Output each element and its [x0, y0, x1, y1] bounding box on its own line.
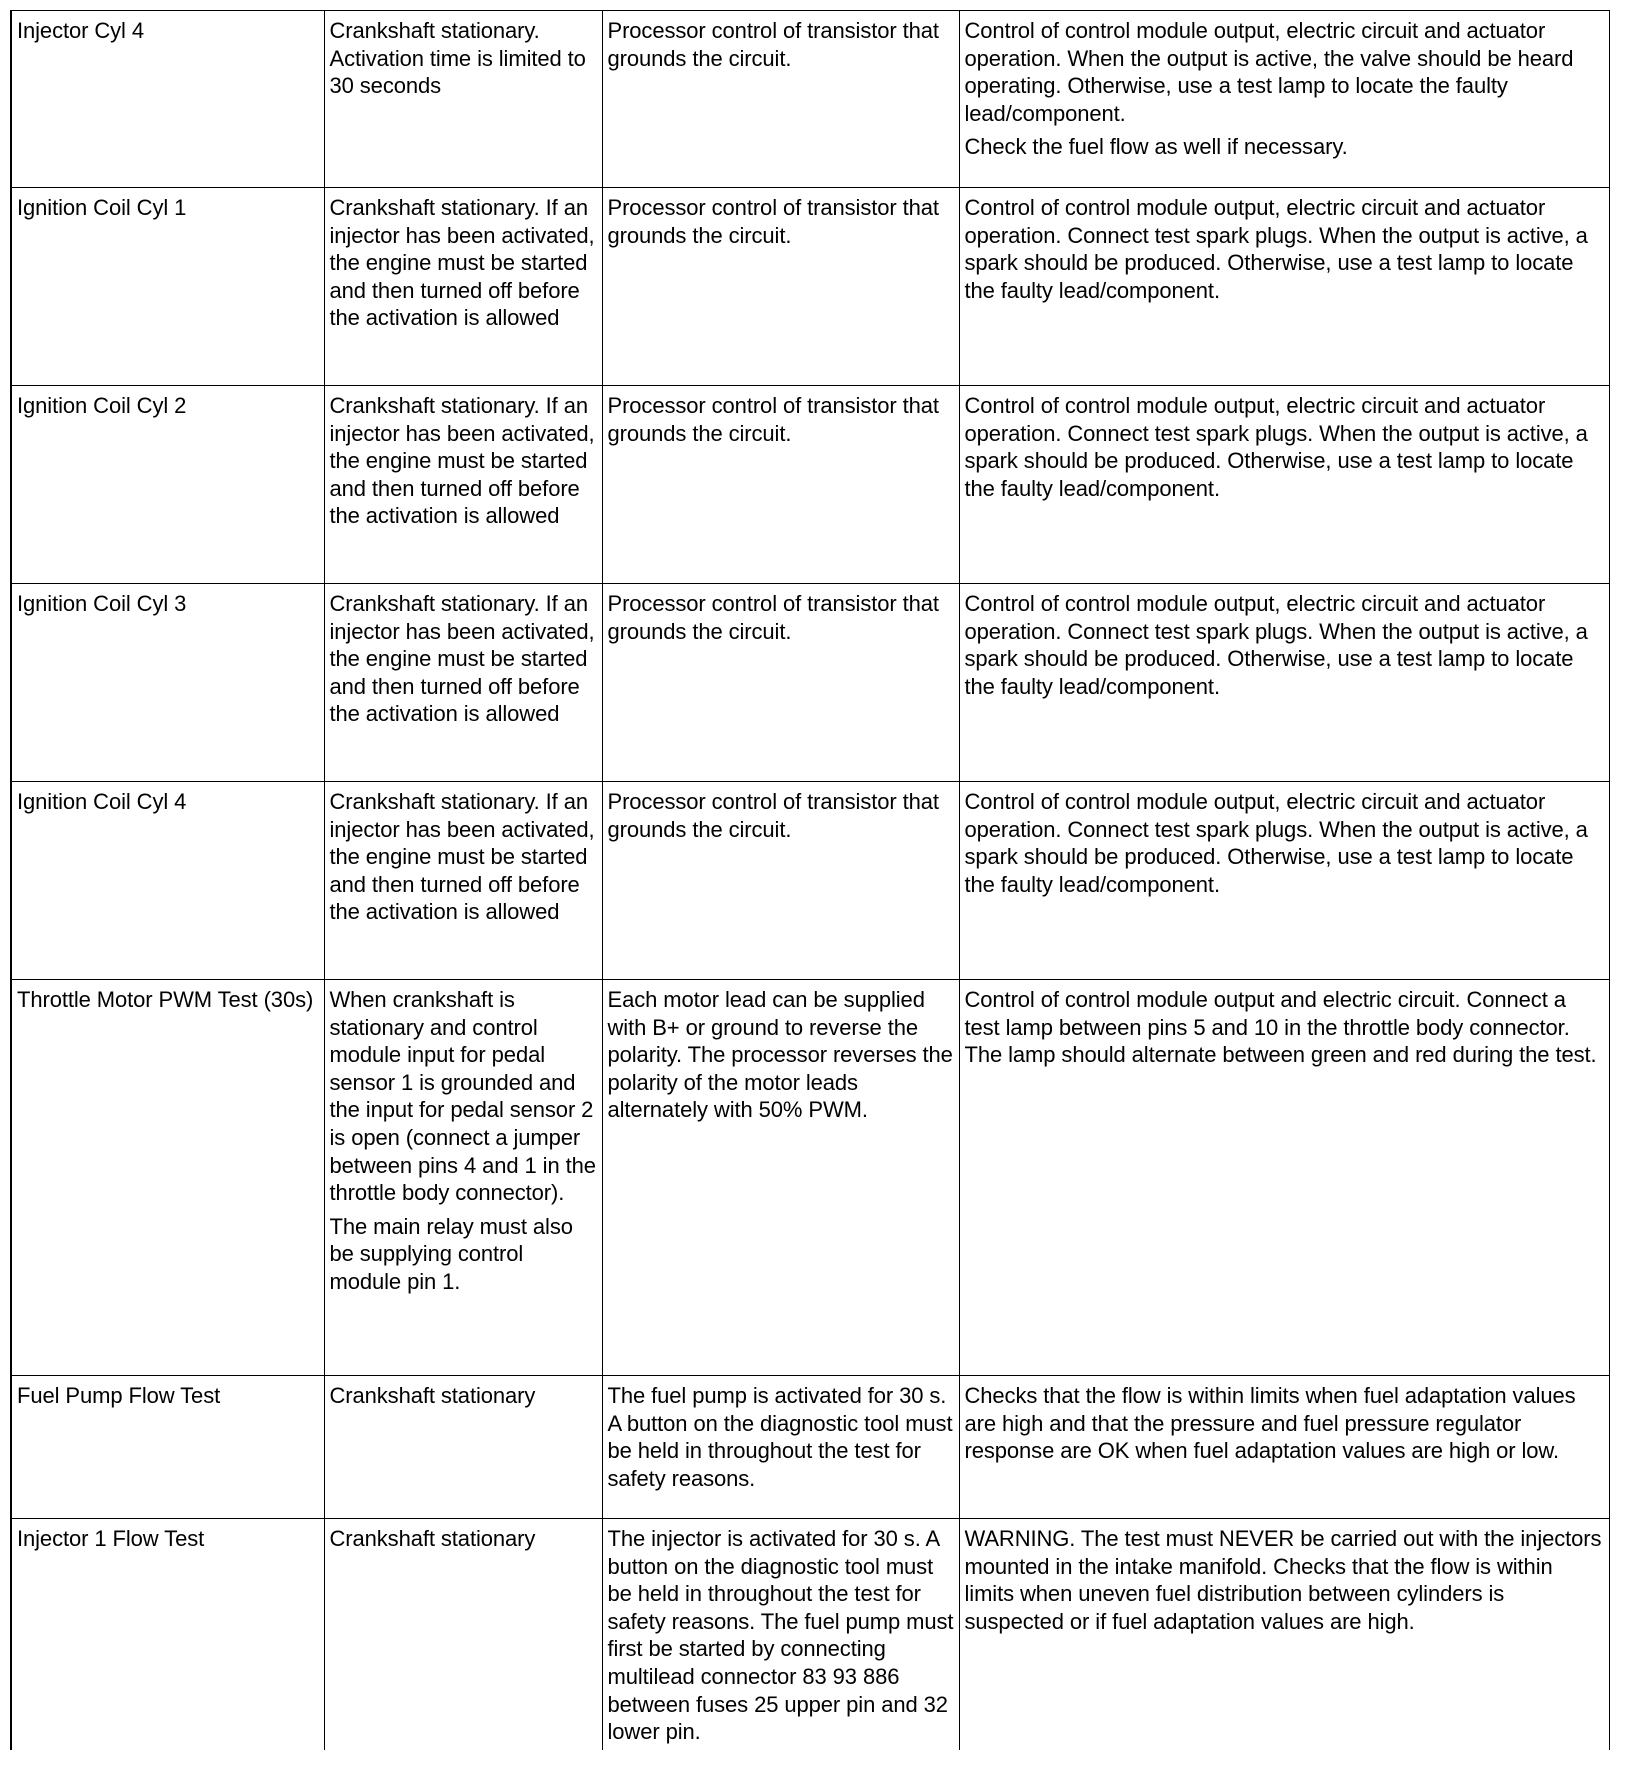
table-row — [11, 188, 1609, 386]
test-name-cell — [11, 188, 324, 386]
cell-paragraph: When crankshaft is stationary and control module input for pedal sensor 1 is grounded and the input for pedal sensor 2 is open (connect a jumper between pins 4 and 1 in the throttle body connector). — [329, 987, 596, 1206]
test-name-text: Injector 1 Flow Test — [17, 1526, 205, 1551]
table-body — [11, 11, 1609, 1750]
table-row — [11, 782, 1609, 980]
condition-cell — [324, 782, 602, 980]
cell-paragraph: Crankshaft stationary. If an injector has been activated, the engine must be started and then turned off before the activation is allowed — [329, 591, 595, 727]
test-name-text: Ignition Coil Cyl 2 — [17, 393, 187, 418]
cell-paragraph: WARNING. The test must NEVER be carried out with the injectors mounted in the intake manifold. Checks that the flow is within limits when uneven fuel distribution between cylinders is suspected or if fuel adaptation values are high. — [964, 1526, 1602, 1634]
cell-paragraph: Control of control module output, electric circuit and actuator operation. Connect test spark plugs. When the output is active, a spark should be produced. Otherwise, use a test lamp to locate the faulty lead/component. — [964, 393, 1588, 501]
cell-paragraph: Each motor lead can be supplied with B+ or ground to reverse the polarity. The processor reverses the polarity of the motor leads alternately with 50% PWM. — [607, 987, 953, 1123]
table-row — [11, 1519, 1609, 1750]
purpose-cell — [959, 782, 1609, 980]
test-name-cell — [11, 1519, 324, 1750]
cell-paragraph: Processor control of transistor that grounds the circuit. — [607, 18, 939, 71]
condition-cell — [324, 1519, 602, 1750]
cell-paragraph: Crankshaft stationary. Activation time is limited to 30 seconds — [329, 18, 586, 99]
purpose-cell — [959, 1519, 1609, 1750]
cell-paragraph: The main relay must also be supplying control module pin 1. — [329, 1213, 573, 1294]
cell-paragraph: Processor control of transistor that grounds the circuit. — [607, 591, 939, 644]
method-cell — [602, 11, 959, 188]
test-name-text: Ignition Coil Cyl 4 — [17, 789, 187, 814]
cell-paragraph: Control of control module output, electric circuit and actuator operation. Connect test spark plugs. When the output is active, a spark should be produced. Otherwise, use a test lamp to locate the faulty lead/component. — [964, 195, 1588, 303]
cell-paragraph: The fuel pump is activated for 30 s. A button on the diagnostic tool must be held in throughout the test for safety reasons. — [607, 1383, 953, 1491]
cell-paragraph: Crankshaft stationary. If an injector has been activated, the engine must be started and then turned off before the activation is allowed — [329, 393, 595, 529]
condition-cell — [324, 980, 602, 1376]
method-cell — [602, 584, 959, 782]
test-name-cell — [11, 980, 324, 1376]
test-name-text: Ignition Coil Cyl 3 — [17, 591, 187, 616]
method-cell — [602, 386, 959, 584]
activation-test-table — [10, 10, 1610, 1750]
table-row — [11, 386, 1609, 584]
test-name-text: Ignition Coil Cyl 1 — [17, 195, 187, 220]
purpose-cell — [959, 980, 1609, 1376]
cell-paragraph: Processor control of transistor that grounds the circuit. — [607, 789, 939, 842]
cell-paragraph: Crankshaft stationary — [329, 1383, 536, 1408]
method-cell — [602, 188, 959, 386]
test-name-cell — [11, 11, 324, 188]
cell-paragraph: Control of control module output, electric circuit and actuator operation. When the output is active, the valve should be heard operating. Otherwise, use a test lamp to locate the faulty lead/component. — [964, 18, 1574, 126]
table-row — [11, 584, 1609, 782]
cell-paragraph: Checks that the flow is within limits when fuel adaptation values are high and that the pressure and fuel pressure regulator response are OK when fuel adaptation values are high or low. — [964, 1383, 1576, 1464]
test-name-text: Fuel Pump Flow Test — [17, 1383, 221, 1408]
cell-paragraph: Control of control module output and electric circuit. Connect a test lamp between pins 5 and 10 in the throttle body connector. The lamp should alternate between green and red during the test. — [964, 987, 1597, 1068]
test-name-cell — [11, 386, 324, 584]
cell-paragraph: Crankshaft stationary — [329, 1526, 536, 1551]
purpose-cell — [959, 386, 1609, 584]
purpose-cell — [959, 188, 1609, 386]
method-cell — [602, 980, 959, 1376]
table-row — [11, 1376, 1609, 1519]
purpose-cell — [959, 11, 1609, 188]
condition-cell — [324, 584, 602, 782]
test-name-text: Throttle Motor PWM Test (30s) — [17, 987, 314, 1012]
cell-paragraph: Crankshaft stationary. If an injector has been activated, the engine must be started and then turned off before the activation is allowed — [329, 789, 595, 925]
condition-cell — [324, 11, 602, 188]
method-cell — [602, 782, 959, 980]
cell-paragraph: Check the fuel flow as well if necessary. — [964, 134, 1348, 160]
condition-cell — [324, 188, 602, 386]
test-name-cell — [11, 1376, 324, 1519]
method-cell — [602, 1376, 959, 1519]
condition-cell — [324, 1376, 602, 1519]
table-row — [11, 11, 1609, 188]
method-cell — [602, 1519, 959, 1750]
table-row — [11, 980, 1609, 1376]
cell-paragraph: Control of control module output, electric circuit and actuator operation. Connect test spark plugs. When the output is active, a spark should be produced. Otherwise, use a test lamp to locate the faulty lead/component. — [964, 591, 1588, 699]
purpose-cell — [959, 584, 1609, 782]
cell-paragraph: The injector is activated for 30 s. A button on the diagnostic tool must be held in throughout the test for safety reasons. The fuel pump must first be started by connecting multilead connector 83 93 886 between fuses 25 upper pin and 32 lower pin. — [607, 1526, 954, 1745]
test-name-text: Injector Cyl 4 — [17, 18, 144, 43]
condition-cell — [324, 386, 602, 584]
cell-paragraph: Crankshaft stationary. If an injector has been activated, the engine must be started and then turned off before the activation is allowed — [329, 195, 595, 331]
cell-paragraph: Processor control of transistor that grounds the circuit. — [607, 393, 939, 446]
test-name-cell — [11, 782, 324, 980]
purpose-cell — [959, 1376, 1609, 1519]
test-name-cell — [11, 584, 324, 782]
cell-paragraph: Control of control module output, electric circuit and actuator operation. Connect test spark plugs. When the output is active, a spark should be produced. Otherwise, use a test lamp to locate the faulty lead/component. — [964, 789, 1588, 897]
cell-paragraph: Processor control of transistor that grounds the circuit. — [607, 195, 939, 248]
